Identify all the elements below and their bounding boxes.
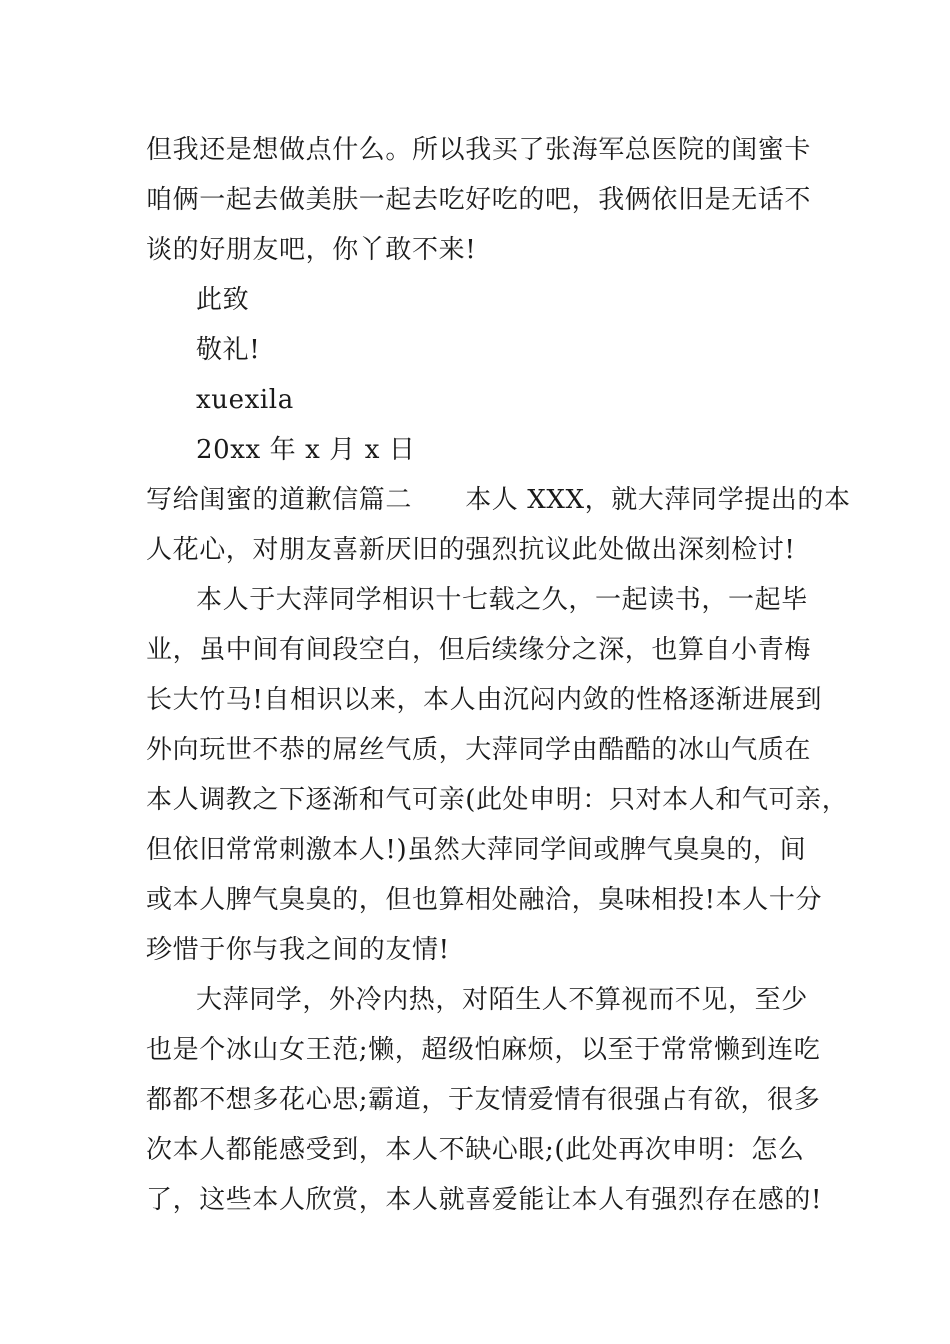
closing-salutation: 此致 [196,285,250,315]
body-text-line: 都都不想多花心思;霸道，于友情爱情有很强占有欲，很多 [146,1085,821,1115]
body-text-line: 珍惜于你与我之间的友情! [146,935,450,965]
body-text-line: 本人调教之下逐渐和气可亲(此处申明：只对本人和气可亲， [146,785,849,815]
body-text-line: 外向玩世不恭的屌丝气质，大萍同学由酷酷的冰山气质在 [146,735,812,765]
body-text-line: 但依旧常常刺激本人!)虽然大萍同学间或脾气臭臭的，间 [146,835,807,865]
body-text-line: 但我还是想做点什么。所以我买了张海军总医院的闺蜜卡 [146,135,812,165]
body-text-line: 大萍同学，外冷内热，对陌生人不算视而不见，至少 [196,985,808,1015]
body-text-line: 或本人脾气臭臭的，但也算相处融洽，臭味相投!本人十分 [146,885,823,915]
signature-date: 20xx 年 x 月 x 日 [196,435,416,465]
signature-name: xuexila [196,385,294,415]
body-text-line: 也是个冰山女王范;懒，超级怕麻烦，以至于常常懒到连吃 [146,1035,821,1065]
body-text-line: 业，虽中间有间段空白，但后续缘分之深，也算自小青梅 [146,635,812,665]
body-text-line: 长大竹马!自相识以来，本人由沉闷内敛的性格逐渐进展到 [146,685,823,715]
body-text-line: 人花心，对朋友喜新厌旧的强烈抗议此处做出深刻检讨! [146,535,796,565]
section-heading-line: 写给闺蜜的道歉信篇二 本人 XXX，就大萍同学提出的本 [146,485,851,515]
body-text-line: 谈的好朋友吧，你丫敢不来! [146,235,477,265]
body-text-line: 咱俩一起去做美肤一起去吃好吃的吧，我俩依旧是无话不 [146,185,812,215]
body-text-line: 了，这些本人欣赏，本人就喜爱能让本人有强烈存在感的! [146,1185,823,1215]
body-text-line: 本人于大萍同学相识十七载之久，一起读书，一起毕 [196,585,808,615]
body-text-line: 次本人都能感受到，本人不缺心眼;(此处再次申明：怎么 [146,1135,805,1165]
closing-regards: 敬礼! [196,335,261,365]
